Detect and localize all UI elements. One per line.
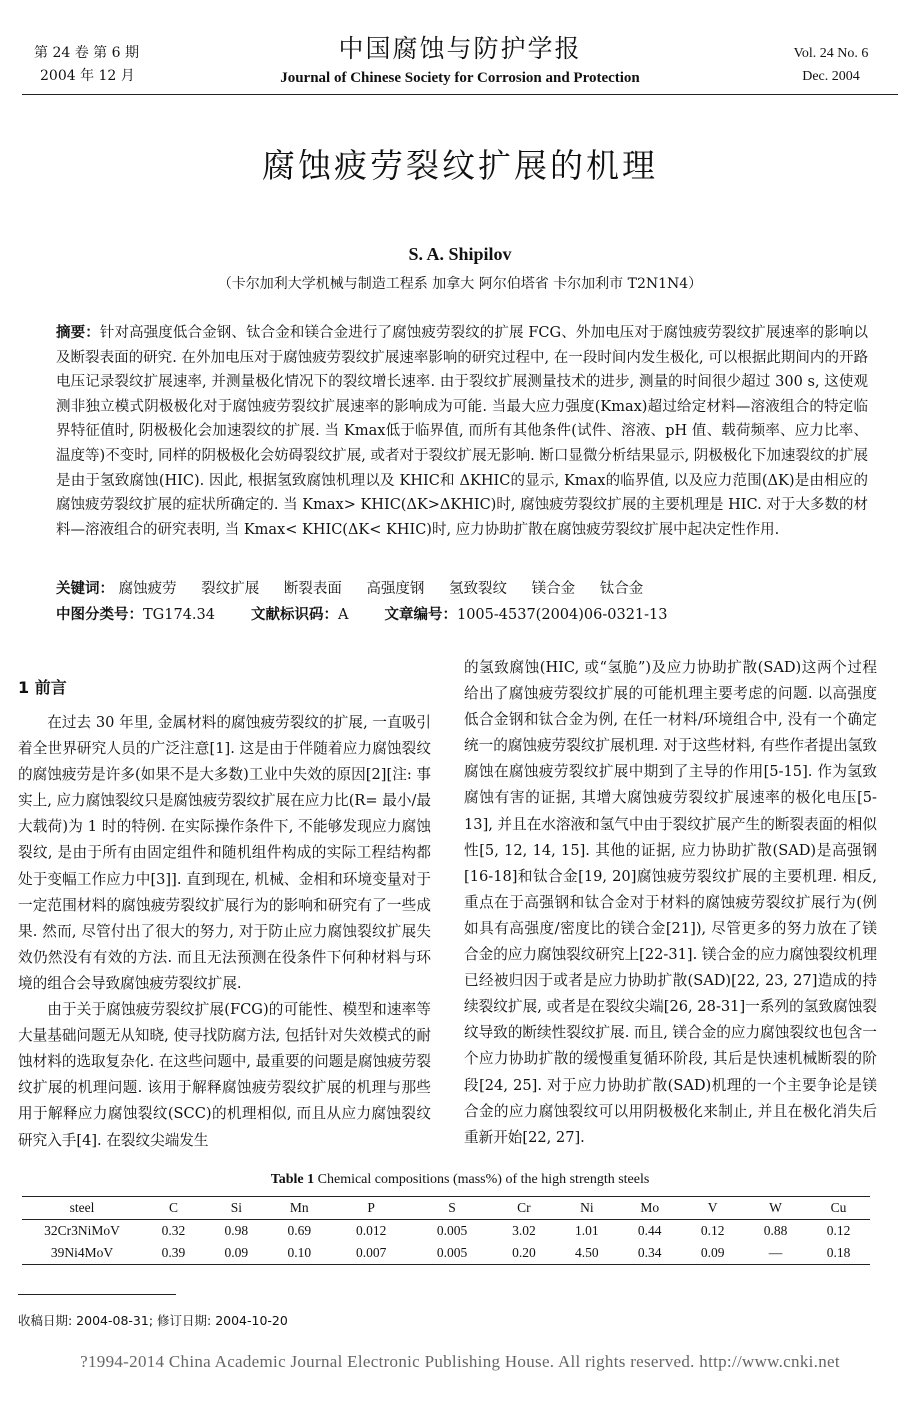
- volume-issue-cn: 第 24 卷 第 6 期: [34, 45, 139, 61]
- table-header: Cu: [807, 1197, 870, 1220]
- table-cell: 1.01: [575, 1223, 599, 1238]
- section-heading: 1 前言: [18, 678, 67, 697]
- table-cell: 0.98: [224, 1223, 249, 1238]
- table-cell: 0.09: [681, 1242, 744, 1265]
- author-affiliation: （卡尔加利大学机械与制造工程系 加拿大 阿尔伯塔省 卡尔加利市 T2N1N4）: [217, 276, 703, 292]
- table-cell: 0.12: [826, 1223, 851, 1238]
- keyword-item: 裂纹扩展: [201, 581, 260, 597]
- table-cell: 0.88: [763, 1223, 788, 1238]
- journal-title-en: Journal of Chinese Society for Corrosion and Protection: [280, 70, 640, 86]
- table-cell: 0.10: [268, 1242, 331, 1265]
- body-column-right: [464, 655, 877, 1151]
- table-caption-label: Table 1: [270, 1172, 315, 1187]
- body-paragraph: 由于关于腐蚀疲劳裂纹扩展(FCG)的可能性、模型和速率等大量基础问题无从知晓, 使寻找防腐方法, 包括针对失效模式的耐蚀材料的选取复杂化. 在这些问题中, 最重要的问题是腐蚀疲劳裂纹扩展的机理问题. 该用于解释腐蚀疲劳裂纹扩展的机理与那些用于解释应力腐蚀裂纹(SCC)的机理相似, 而且从应力腐蚀裂纹研究入手[4]. 在裂纹尖端发生: [18, 1001, 431, 1149]
- issue-info-cn: [34, 42, 139, 88]
- body-paragraph: 在过去 30 年里, 金属材料的腐蚀疲劳裂纹的扩展, 一直吸引着全世界研究人员的广泛注意[1]. 这是由于伴随着应力腐蚀裂纹的腐蚀疲劳是许多(如果不是大多数)工业中失效的原因[2][注: 事实上, 应力腐蚀裂纹只是腐蚀疲劳裂纹扩展在应力比(R= 最小/最大载荷)为 1 时的特例. 在实际操作条件下, 不能够发现应力腐蚀裂纹, 是由于所有由固定组件和随机组件构成的实际工程结构都处于变幅工作应力中[3]]. 直到现在, 机械、金相和环境变量对于一定范围材料的腐蚀疲劳裂纹扩展行为的影响和研究有了一些成果. 然而, 尽管付出了很大的努力, 对于防止应力腐蚀裂纹扩展失效仍然没有有效的方法. 而且无法预测在役条件下何种材料与环境的组合会导致腐蚀疲劳裂纹扩展.: [18, 714, 431, 992]
- table-cell: 0.44: [637, 1223, 662, 1238]
- table-row: [22, 1242, 870, 1265]
- journal-title-block: [240, 34, 680, 88]
- table-cell: —: [744, 1242, 807, 1265]
- table-caption: [0, 1172, 920, 1188]
- keyword-item: 断裂表面: [283, 581, 342, 597]
- keyword-item: 镁合金: [531, 581, 576, 597]
- issue-info-en: [776, 42, 886, 88]
- table-cell: 0.20: [492, 1242, 555, 1265]
- table-cell: 0.34: [618, 1242, 681, 1265]
- table-caption-text: Chemical compositions (mass%) of the high strength steels: [314, 1172, 650, 1187]
- keywords: [56, 577, 868, 601]
- paper-title: 腐蚀疲劳裂纹扩展的机理: [262, 146, 658, 185]
- doc-code-label: 文献标识码：: [251, 607, 338, 623]
- table-header: C: [142, 1197, 205, 1220]
- footnote-divider: [18, 1294, 176, 1295]
- table-header: Mo: [618, 1197, 681, 1220]
- table-header: Cr: [492, 1197, 555, 1220]
- table-cell: 0.005: [436, 1223, 468, 1238]
- table-cell: 0.69: [287, 1223, 312, 1238]
- table-cell: 32Cr3NiMoV: [44, 1223, 120, 1238]
- date-en: Dec. 2004: [802, 69, 860, 84]
- table-header: Ni: [555, 1197, 618, 1220]
- table-header: W: [744, 1197, 807, 1220]
- table-header: S: [412, 1197, 493, 1220]
- table-header-row: [22, 1197, 870, 1220]
- table-cell: 0.39: [142, 1242, 205, 1265]
- copyright-watermark: ?1994-2014 China Academic Journal Electronic Publishing House. All rights reserved. http://www.cnki.net: [80, 1352, 840, 1371]
- table-cell: 4.50: [555, 1242, 618, 1265]
- keyword-item: 氢致裂纹: [449, 581, 508, 597]
- table-cell: 0.18: [807, 1242, 870, 1265]
- keyword-item: 高强度钢: [366, 581, 425, 597]
- keyword-item: 腐蚀疲劳: [118, 581, 177, 597]
- table-header: Mn: [268, 1197, 331, 1220]
- abstract-text: 针对高强度低合金钢、钛合金和镁合金进行了腐蚀疲劳裂纹的扩展 FCG、外加电压对于腐蚀疲劳裂纹扩展速率的影响以及断裂表面的研究. 在外加电压对于腐蚀疲劳裂纹扩展速率影响的研究过程中, 在一段时间内发生极化, 可以根据此期间内的开路电压记录裂纹扩展速率, 并测量极化情况下的裂纹增长速率. 由于裂纹扩展测量技术的进步, 测量的时间很少超过 300 s, 这使观测非独立模式阴极极化对于腐蚀疲劳裂纹扩展速率的影响成为可能. 当最大应力强度(Kmax)超过给定材料—溶液组合的特定临界特征值时, 阴极极化会加速裂纹的扩展. 当 Kmax低于临界值, 而所有其他条件(试件、溶液、pH 值、载荷频率、应力比率、温度等)不变时, 同样的阴极极化会妨碍裂纹扩展, 或者对于裂纹扩展无影响. 断口显微分析结果显示, 阴极极化下加速裂纹的扩展是由于氢致腐蚀(HIC). 因此, 根据氢致腐蚀机理以及 KHIC和 ΔKHIC的显示, Kmax的临界值, 以及应力范围(ΔK)是由相应的腐蚀疲劳裂纹扩展的症状所确定的. 当 Kmax> KHIC(ΔK>ΔKHIC)时, 腐蚀疲劳裂纹扩展的主要机理是 HIC. 对于大多数的材料—溶液组合的研究表明, 当 Kmax< KHIC(ΔK< KHIC)时, 应力协助扩散在腐蚀疲劳裂纹扩展中起决定性作用.: [56, 325, 869, 538]
- clc-label: 中图分类号：: [56, 607, 143, 623]
- keyword-item: 钛合金: [599, 581, 644, 597]
- header-divider: [22, 94, 898, 95]
- table-header: V: [681, 1197, 744, 1220]
- author-name: S. A. Shipilov: [408, 244, 512, 264]
- table-cell: 0.12: [700, 1223, 725, 1238]
- article-number-label: 文章编号：: [384, 607, 457, 623]
- clc-value: TG174.34: [143, 607, 215, 623]
- table-cell: 0.09: [205, 1242, 268, 1265]
- date-cn: 2004 年 12 月: [40, 68, 135, 84]
- classification-line: [56, 603, 868, 627]
- keywords-label: 关键词：: [56, 581, 114, 597]
- table-header: steel: [22, 1197, 142, 1220]
- abstract-label: 摘要：: [56, 325, 100, 341]
- table-cell: 0.32: [161, 1223, 186, 1238]
- body-paragraph: 的氢致腐蚀(HIC, 或“氢脆”)及应力协助扩散(SAD)这两个过程给出了腐蚀疲劳裂纹扩展的可能机理主要考虑的问题. 以高强度低合金钢和钛合金为例, 在任一材料/环境组合中, 没有一个确定统一的腐蚀疲劳裂纹扩展机理. 对于这些材料, 有些作者提出氢致腐蚀在腐蚀疲劳裂纹扩展中期到了主导的作用[5-15]. 作为氢致腐蚀有害的证据, 其增大腐蚀疲劳裂纹扩展速率的极化电压[5-13], 并且在水溶液和氢气中由于裂纹扩展产生的断裂表面的相似性[5, 12, 14, 15]. 其他的证据, 应力协助扩散(SAD)是高强钢[16-18]和钛合金[19, 20]腐蚀疲劳裂纹扩展的主要机理. 相反, 重点在于高强钢和钛合金对于材料的腐蚀疲劳裂纹扩展行为(例如具有高强度/密度比的镁合金[21]), 尽管更多的努力放在了镁合金的应力腐蚀裂纹研究上[22-31]. 镁合金的应力腐蚀裂纹机理已经被归因于或者是应力协助扩散(SAD)[22, 23, 27]造成的持续裂纹扩展, 或者是在裂纹尖端[26, 28-31]一系列的氢致腐蚀裂纹导致的断续性裂纹扩展. 而且, 镁合金的应力腐蚀裂纹也包含一个应力协助扩散的缓慢重复循环阶段, 其后是快速机械断裂的阶段[24, 25]. 对于应力协助扩散(SAD)机理的一个主要争论是镁合金的应力腐蚀裂纹可以用阴极极化来制止, 并且在极化消失后重新开始[22, 27].: [464, 659, 877, 1146]
- volume-issue-en: Vol. 24 No. 6: [793, 46, 869, 61]
- table-header: P: [331, 1197, 412, 1220]
- abstract: [56, 321, 868, 542]
- body-column-left: [18, 678, 431, 1154]
- table-cell: 0.005: [412, 1242, 493, 1265]
- doc-code-value: A: [338, 607, 349, 623]
- table-header: Si: [205, 1197, 268, 1220]
- article-number-value: 1005-4537(2004)06-0321-13: [456, 607, 668, 623]
- table-row: [22, 1220, 870, 1243]
- composition-table: [22, 1196, 870, 1265]
- table-cell: 0.012: [355, 1223, 387, 1238]
- table-cell: 39Ni4MoV: [22, 1242, 142, 1265]
- received-date-footnote: 收稿日期: 2004-08-31; 修订日期: 2004-10-20: [18, 1313, 288, 1328]
- journal-title-cn: 中国腐蚀与防护学报: [338, 34, 582, 63]
- table-cell: 3.02: [512, 1223, 536, 1238]
- table-cell: 0.007: [331, 1242, 412, 1265]
